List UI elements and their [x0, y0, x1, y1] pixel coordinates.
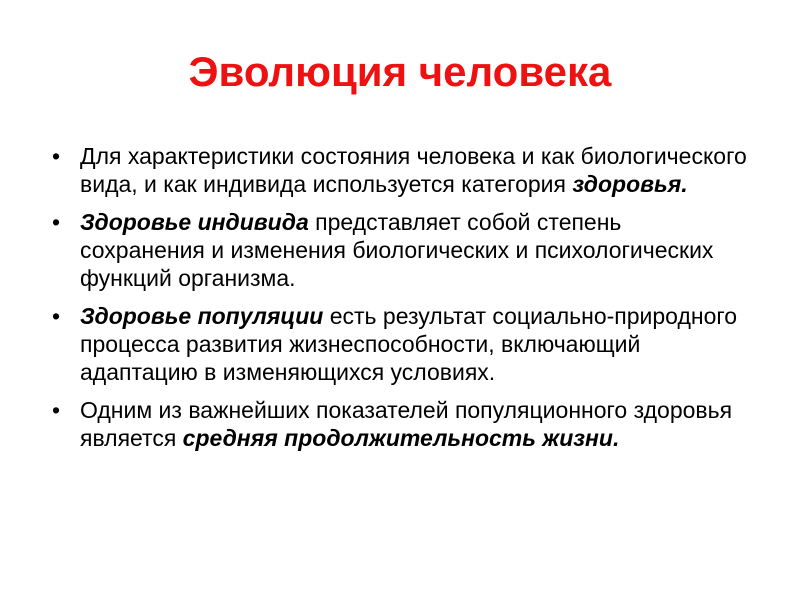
bullet-emphasis: Здоровье индивида	[80, 209, 309, 235]
bullet-item	[52, 208, 752, 292]
bullet-item	[52, 396, 752, 452]
bullet-text: есть результат социально-природного процесса развития жизнеспособности, включающий адаптацию в изменяющихся условиях.	[80, 303, 738, 385]
bullet-emphasis: Здоровье популяции	[80, 303, 324, 329]
bullet-item	[52, 302, 752, 386]
bullet-icon: •	[52, 209, 61, 235]
bullet-icon: •	[52, 143, 61, 169]
bullet-text: Одним из важнейших показателей популяционного здоровья является	[80, 397, 733, 451]
bullet-icon: •	[52, 397, 61, 423]
slide-title: Эволюция человека	[188, 48, 612, 95]
bullet-emphasis: здоровья.	[572, 171, 688, 197]
bullet-icon: •	[52, 303, 61, 329]
bullet-list	[52, 142, 752, 462]
bullet-text: представляет собой степень сохранения и изменения биологических и психологических функций организма.	[80, 209, 714, 291]
bullet-item	[52, 142, 752, 198]
bullet-emphasis: средняя продолжительность жизни.	[182, 425, 620, 451]
bullet-text: Для характеристики состояния человека и как биологического вида, и как индивида используется категория	[80, 143, 747, 197]
